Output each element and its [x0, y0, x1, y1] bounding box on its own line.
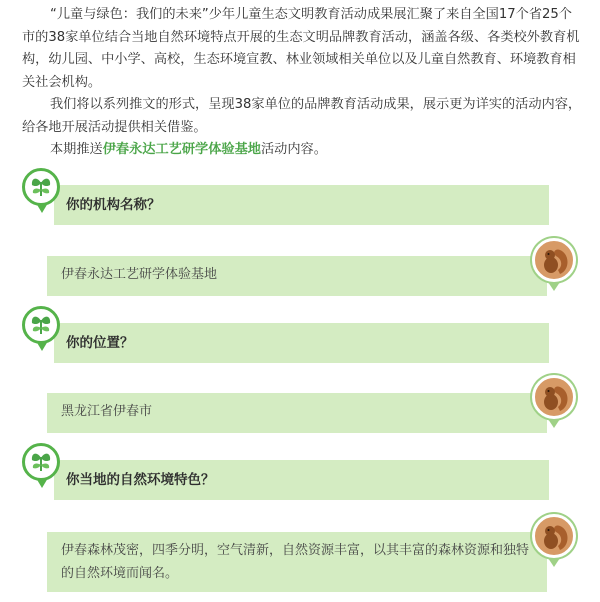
question-text-1: 你的机构名称？: [66, 197, 161, 213]
green-leaf-logo-icon: [22, 443, 60, 481]
green-leaf-logo-icon: [22, 306, 60, 344]
question-bubble-1: [54, 185, 549, 225]
question-bubble-tail-3: [36, 478, 48, 488]
institution-highlight: 伊春永达工艺研学体验基地: [102, 142, 261, 157]
intro-p3-prefix: 本期推送: [50, 142, 103, 157]
squirrel-icon: [532, 238, 576, 282]
question-bubble-tail-2: [36, 341, 48, 351]
intro-text: [22, 4, 582, 162]
intro-paragraph-2: 我们将以系列推文的形式，呈现38家单位的品牌教育活动成果，展示更为详实的活动内容，给各地开展活动提供相关借鉴。: [22, 97, 582, 135]
answer-bubble-3: [47, 532, 547, 592]
answer-bubble-tail-3: [548, 558, 560, 567]
squirrel-icon: [532, 514, 576, 558]
answer-text-2: 黑龙江省伊春市: [61, 404, 153, 419]
question-bubble-tail-1: [36, 203, 48, 213]
intro-paragraph-1: “儿童与绿色：我们的未来”少年儿童生态文明教育活动成果展汇聚了来自全国17个省25个市的38家单位结合当地自然环境特点开展的生态文明品牌教育活动，涵盖各级、各类校外教育机构，幼儿园、中小学、高校，生态环境宣教、林业领域相关单位以及儿童自然教育、环境教育相关社会机构。: [22, 7, 580, 90]
squirrel-icon: [532, 375, 576, 419]
answer-text-3: 伊春森林茂密，四季分明，空气清新，自然资源丰富，以其丰富的森林资源和独特的自然环境而闻名。: [61, 543, 530, 581]
question-text-3: 你当地的自然环境特色？: [66, 472, 215, 488]
question-text-2: 你的位置？: [66, 335, 134, 351]
question-bubble-2: [54, 323, 549, 363]
answer-bubble-2: [47, 393, 547, 433]
answer-bubble-tail-2: [548, 419, 560, 428]
green-leaf-logo-icon: [22, 168, 60, 206]
answer-text-1: 伊春永达工艺研学体验基地: [61, 267, 218, 282]
answer-bubble-1: [47, 256, 547, 296]
intro-paragraph-3: [22, 139, 582, 162]
answer-bubble-tail-1: [548, 282, 560, 291]
question-bubble-3: [54, 460, 549, 500]
intro-p3-suffix: 活动内容。: [261, 142, 327, 157]
